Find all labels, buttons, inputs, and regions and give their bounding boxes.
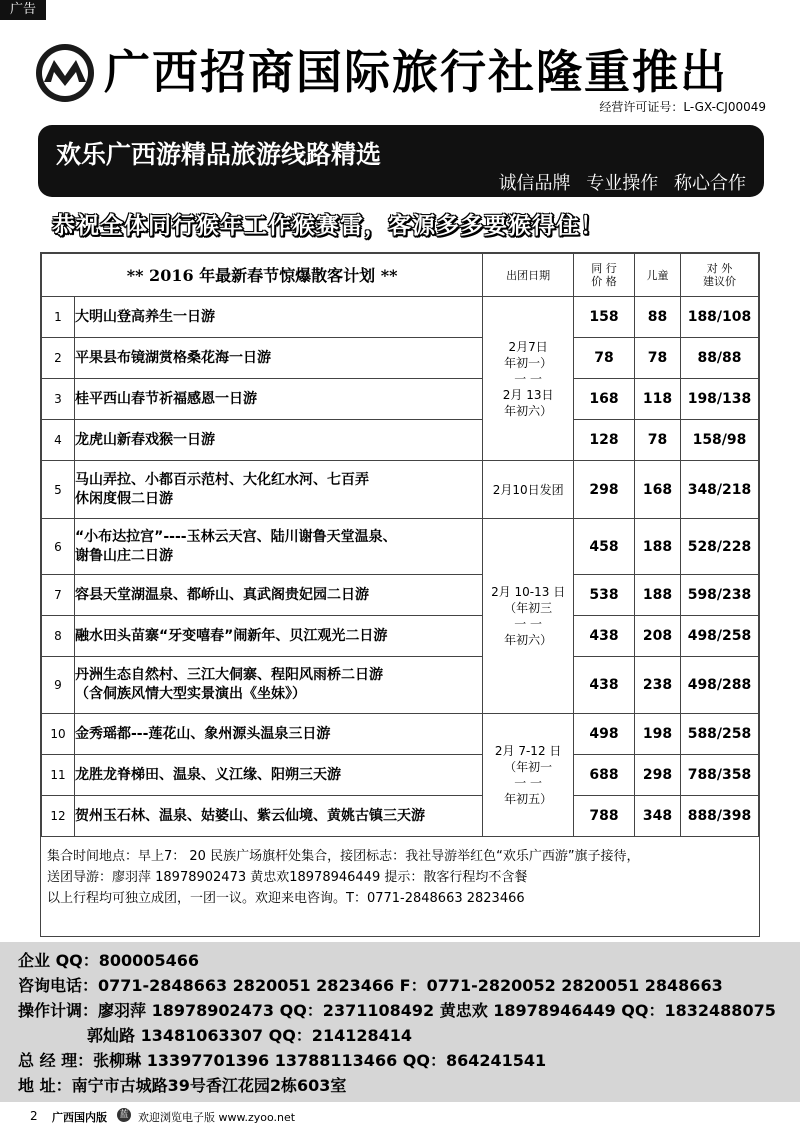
retail-price: 348/218 bbox=[680, 461, 758, 519]
note-line: 以上行程均可独立成团，一团一议。欢迎来电咨询。T：0771-2848663 2823466 bbox=[47, 891, 525, 906]
peer-price: 458 bbox=[574, 519, 635, 575]
peer-price: 128 bbox=[574, 420, 635, 461]
table-row bbox=[42, 755, 759, 796]
table-row bbox=[42, 616, 759, 657]
retail-price: 888/398 bbox=[680, 796, 758, 837]
ad-tag: 广告 bbox=[0, 0, 46, 20]
retail-price: 158/98 bbox=[680, 420, 758, 461]
row-number: 4 bbox=[42, 420, 75, 461]
contact-manager: 总 经 理：张柳琳 13397701396 13788113466 QQ：864241541 bbox=[18, 1051, 547, 1070]
depart-date: 2月10日发团 bbox=[483, 461, 574, 519]
child-price: 168 bbox=[635, 461, 681, 519]
child-price: 78 bbox=[635, 338, 681, 379]
peer-price: 538 bbox=[574, 575, 635, 616]
child-price: 198 bbox=[635, 714, 681, 755]
retail-price: 598/238 bbox=[680, 575, 758, 616]
row-number: 3 bbox=[42, 379, 75, 420]
peer-price: 78 bbox=[574, 338, 635, 379]
banner-tags: 诚信品牌 专业操作 称心合作 bbox=[498, 173, 746, 194]
child-price: 188 bbox=[635, 575, 681, 616]
header-date: 出团日期 bbox=[483, 254, 574, 297]
tour-name: 金秀瑶都---莲花山、象州源头温泉三日游 bbox=[74, 714, 482, 755]
retail-price: 588/258 bbox=[680, 714, 758, 755]
note-line: 集合时间地点：早上7： 20 民族广场旗杆处集合，接团标志：我社导游举红色“欢乐广西游”旗子接待， bbox=[47, 849, 640, 864]
tour-name: “小布达拉宫”----玉林云天宫、陆川谢鲁天堂温泉、 谢鲁山庄二日游 bbox=[74, 519, 482, 575]
table-title: ** 2016 年最新春节惊爆散客计划 ** bbox=[42, 254, 483, 297]
row-number: 7 bbox=[42, 575, 75, 616]
note-line: 送团导游：廖羽萍 18978902473 黄忠欢18978946449 提示：散客行程均不含餐 bbox=[47, 870, 528, 885]
retail-price: 498/258 bbox=[680, 616, 758, 657]
edition-label: 广西国内版 bbox=[52, 1111, 107, 1124]
table-row bbox=[42, 575, 759, 616]
banner bbox=[38, 125, 764, 197]
tour-name: 平果县布镜湖赏格桑花海一日游 bbox=[74, 338, 482, 379]
tour-name: 融水田头苗寨“牙变嘻春”闹新年、贝江观光二日游 bbox=[74, 616, 482, 657]
peer-price: 438 bbox=[574, 616, 635, 657]
tour-name: 大明山登高养生一日游 bbox=[74, 297, 482, 338]
child-price: 188 bbox=[635, 519, 681, 575]
tour-name: 贺州玉石林、温泉、姑婆山、紫云仙境、黄姚古镇三天游 bbox=[74, 796, 482, 837]
page-footer bbox=[0, 1104, 800, 1127]
child-price: 78 bbox=[635, 420, 681, 461]
contact-phone: 咨询电话：0771-2848663 2820051 2823466 F：0771-2820052 2820051 2848663 bbox=[18, 976, 723, 995]
depart-date: 2月7日 年初一） 一 一 2月 13日 年初六） bbox=[483, 297, 574, 461]
peer-price: 438 bbox=[574, 657, 635, 714]
tour-name: 马山弄拉、小都百示范村、大化红水河、七百弄 休闲度假二日游 bbox=[74, 461, 482, 519]
peer-price: 168 bbox=[574, 379, 635, 420]
tour-plan-table bbox=[41, 253, 759, 837]
table-row bbox=[42, 297, 759, 338]
edition-badge-icon: 蓝 bbox=[117, 1108, 131, 1122]
license-number: 经营许可证号：L-GX-CJ00049 bbox=[599, 100, 766, 114]
peer-price: 788 bbox=[574, 796, 635, 837]
retail-price: 528/228 bbox=[680, 519, 758, 575]
tour-plan-box bbox=[40, 252, 760, 937]
page-title: 广西招商国际旅行社隆重推出 bbox=[104, 45, 728, 99]
contact-operators: 操作计调：廖羽萍 18978902473 QQ：2371108492 黄忠欢 18978946449 QQ：1832488075 bbox=[18, 1001, 776, 1020]
table-row bbox=[42, 519, 759, 575]
child-price: 208 bbox=[635, 616, 681, 657]
row-number: 5 bbox=[42, 461, 75, 519]
row-number: 8 bbox=[42, 616, 75, 657]
row-number: 12 bbox=[42, 796, 75, 837]
child-price: 298 bbox=[635, 755, 681, 796]
child-price: 88 bbox=[635, 297, 681, 338]
tour-name: 龙虎山新春戏猴一日游 bbox=[74, 420, 482, 461]
retail-price: 88/88 bbox=[680, 338, 758, 379]
contact-operator-extra: 郭灿路 13481063307 QQ：214128414 bbox=[87, 1026, 413, 1045]
row-number: 11 bbox=[42, 755, 75, 796]
contact-panel bbox=[0, 942, 800, 1102]
child-price: 348 bbox=[635, 796, 681, 837]
header-peer-price: 同 行 价 格 bbox=[574, 254, 635, 297]
peer-price: 498 bbox=[574, 714, 635, 755]
table-row bbox=[42, 714, 759, 755]
company-logo-icon bbox=[34, 42, 96, 104]
depart-date: 2月 10-13 日 （年初三 一 一 年初六） bbox=[483, 519, 574, 714]
header-child: 儿童 bbox=[635, 254, 681, 297]
header-retail: 对 外 建议价 bbox=[680, 254, 758, 297]
table-row bbox=[42, 420, 759, 461]
footer-website[interactable]: 欢迎浏览电子版 www.zyoo.net bbox=[138, 1111, 296, 1124]
tour-name: 桂平西山春节祈福感恩一日游 bbox=[74, 379, 482, 420]
row-number: 10 bbox=[42, 714, 75, 755]
row-number: 1 bbox=[42, 297, 75, 338]
table-row bbox=[42, 796, 759, 837]
depart-date: 2月 7-12 日 （年初一 一 一 年初五） bbox=[483, 714, 574, 837]
retail-price: 788/358 bbox=[680, 755, 758, 796]
retail-price: 498/288 bbox=[680, 657, 758, 714]
child-price: 238 bbox=[635, 657, 681, 714]
tour-notes bbox=[47, 846, 640, 909]
row-number: 2 bbox=[42, 338, 75, 379]
tour-name: 丹洲生态自然村、三江大侗寨、程阳风雨桥二日游 （含侗族风情大型实景演出《坐妹》） bbox=[74, 657, 482, 714]
table-row bbox=[42, 338, 759, 379]
banner-title: 欢乐广西游精品旅游线路精选 bbox=[56, 140, 382, 169]
peer-price: 688 bbox=[574, 755, 635, 796]
tour-name: 龙胜龙脊梯田、温泉、义江缘、阳朔三天游 bbox=[74, 755, 482, 796]
slogan: 恭祝全体同行猴年工作猴赛雷，客源多多要猴得住！ bbox=[52, 213, 604, 239]
contact-qq: 企业 QQ：800005466 bbox=[18, 951, 199, 970]
table-row bbox=[42, 461, 759, 519]
table-row bbox=[42, 379, 759, 420]
tour-name: 容县天堂湖温泉、都峤山、真武阁贵妃园二日游 bbox=[74, 575, 482, 616]
child-price: 118 bbox=[635, 379, 681, 420]
row-number: 6 bbox=[42, 519, 75, 575]
page-number: 2 bbox=[30, 1109, 38, 1123]
row-number: 9 bbox=[42, 657, 75, 714]
peer-price: 158 bbox=[574, 297, 635, 338]
retail-price: 188/108 bbox=[680, 297, 758, 338]
table-row bbox=[42, 657, 759, 714]
peer-price: 298 bbox=[574, 461, 635, 519]
contact-address: 地 址：南宁市古城路39号香江花园2栋603室 bbox=[18, 1076, 347, 1095]
table-header-row bbox=[42, 254, 759, 297]
retail-price: 198/138 bbox=[680, 379, 758, 420]
